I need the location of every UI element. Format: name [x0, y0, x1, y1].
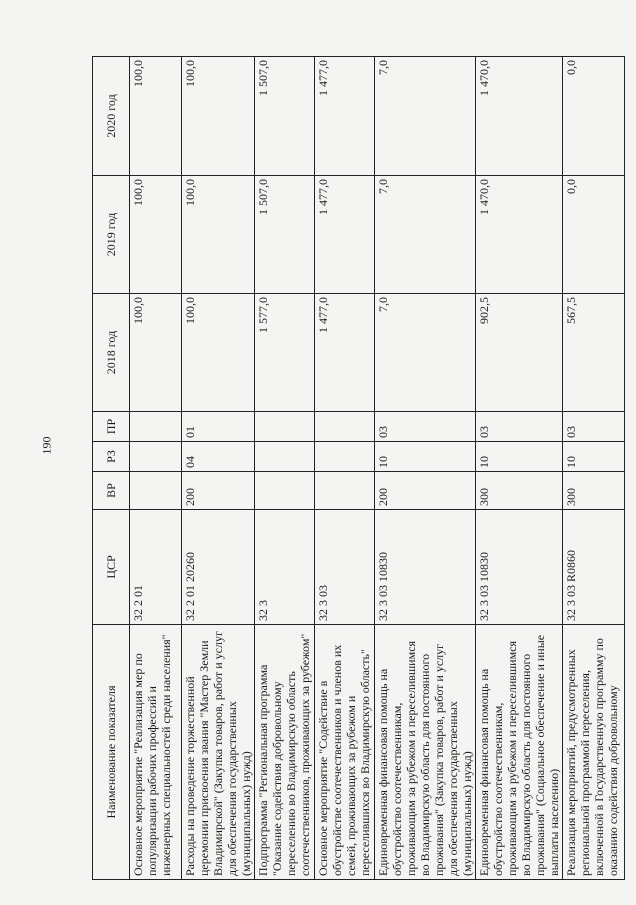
header-2020: 2020 год	[93, 57, 130, 176]
row-name: Единовременная финансовая помощь на обустройство соотечественникам, проживающим за рубежом и переселившимся во Владимирскую область для постоянного проживания" (Закупка товаров, работ и услуг для обеспечения государственных (муниципальных) нужд)	[375, 625, 476, 880]
row-pr: 03	[476, 412, 563, 442]
row-2019: 1 470,0	[476, 176, 563, 294]
page-number: 190	[39, 436, 54, 455]
header-2018: 2018 год	[93, 294, 130, 412]
row-csr: 32 3 03 10830	[476, 510, 563, 625]
header-pr: ПР	[93, 412, 130, 442]
row-2019: 7,0	[375, 176, 476, 294]
row-name: Реализация мероприятий, предусмотренных региональной программой переселения, включенной в Государственную программу по оказанию содействия добровольному	[563, 625, 625, 880]
row-2019: 100,0	[182, 176, 255, 294]
row-csr: 32 2 01	[130, 510, 182, 625]
row-vr: 200	[375, 472, 476, 510]
header-2019: 2019 год	[93, 176, 130, 294]
row-rz: 04	[182, 442, 255, 472]
row-name: Основное мероприятие "Содействие в обустройстве соотечественников и членов их семей, проживающих за рубежом и переселившихся во Владимирскую область"	[315, 625, 375, 880]
row-2018: 100,0	[182, 294, 255, 412]
header-name: Наименование показателя	[93, 625, 130, 880]
table-row	[182, 57, 255, 880]
row-name: Единовременная финансовая помощь на обустройство соотечественникам, проживающим за рубежом и переселившимся во Владимирскую область для постоянного проживания" (Социальное обеспечение и иные выплаты населению)	[476, 625, 563, 880]
row-2018: 1 477,0	[315, 294, 375, 412]
table-row	[255, 57, 315, 880]
row-rz: 10	[563, 442, 625, 472]
row-2019: 0,0	[563, 176, 625, 294]
row-rz	[315, 442, 375, 472]
header-vr: ВР	[93, 472, 130, 510]
row-name: Расходы на проведение торжественной церемонии присвоения звания "Мастер Земли Владимирской" (Закупка товаров, работ и услуг для обеспечения государственных (муниципальных) нужд)	[182, 625, 255, 880]
row-pr	[255, 412, 315, 442]
row-pr: 03	[375, 412, 476, 442]
table-row	[315, 57, 375, 880]
row-csr: 32 3 03	[315, 510, 375, 625]
row-2020: 7,0	[375, 57, 476, 176]
rotated-table-container	[92, 57, 620, 880]
row-2018: 100,0	[130, 294, 182, 412]
row-name: Подпрограмма "Региональная программа "Оказание содействия добровольному переселению во Владимирскую область соотечественников, проживающих за рубежом"	[255, 625, 315, 880]
row-2020: 100,0	[130, 57, 182, 176]
row-2019: 1 507,0	[255, 176, 315, 294]
row-2020: 1 507,0	[255, 57, 315, 176]
row-vr	[255, 472, 315, 510]
row-csr: 32 2 01 20260	[182, 510, 255, 625]
row-vr	[315, 472, 375, 510]
row-rz: 10	[476, 442, 563, 472]
table-row	[476, 57, 563, 880]
row-2018: 902,5	[476, 294, 563, 412]
row-2018: 1 577,0	[255, 294, 315, 412]
row-pr	[315, 412, 375, 442]
row-pr: 01	[182, 412, 255, 442]
table-row	[130, 57, 182, 880]
row-2018: 567,5	[563, 294, 625, 412]
row-pr: 03	[563, 412, 625, 442]
budget-table	[92, 56, 625, 880]
row-vr: 200	[182, 472, 255, 510]
row-csr: 32 3 03 10830	[375, 510, 476, 625]
header-csr: ЦСР	[93, 510, 130, 625]
row-csr: 32 3 03 R0860	[563, 510, 625, 625]
row-vr: 300	[476, 472, 563, 510]
row-pr	[130, 412, 182, 442]
row-2019: 1 477,0	[315, 176, 375, 294]
row-name: Основное мероприятие "Реализация мер по популяризации рабочих профессий и инженерных специальностей среди населения"	[130, 625, 182, 880]
row-rz: 10	[375, 442, 476, 472]
row-2018: 7,0	[375, 294, 476, 412]
table-row	[375, 57, 476, 880]
row-csr: 32 3	[255, 510, 315, 625]
row-rz	[255, 442, 315, 472]
row-2020: 1 470,0	[476, 57, 563, 176]
row-2019: 100,0	[130, 176, 182, 294]
table-row	[563, 57, 625, 880]
row-2020: 0,0	[563, 57, 625, 176]
row-2020: 100,0	[182, 57, 255, 176]
header-rz: РЗ	[93, 442, 130, 472]
row-vr	[130, 472, 182, 510]
row-rz	[130, 442, 182, 472]
row-2020: 1 477,0	[315, 57, 375, 176]
row-vr: 300	[563, 472, 625, 510]
table-header-row	[93, 57, 130, 880]
